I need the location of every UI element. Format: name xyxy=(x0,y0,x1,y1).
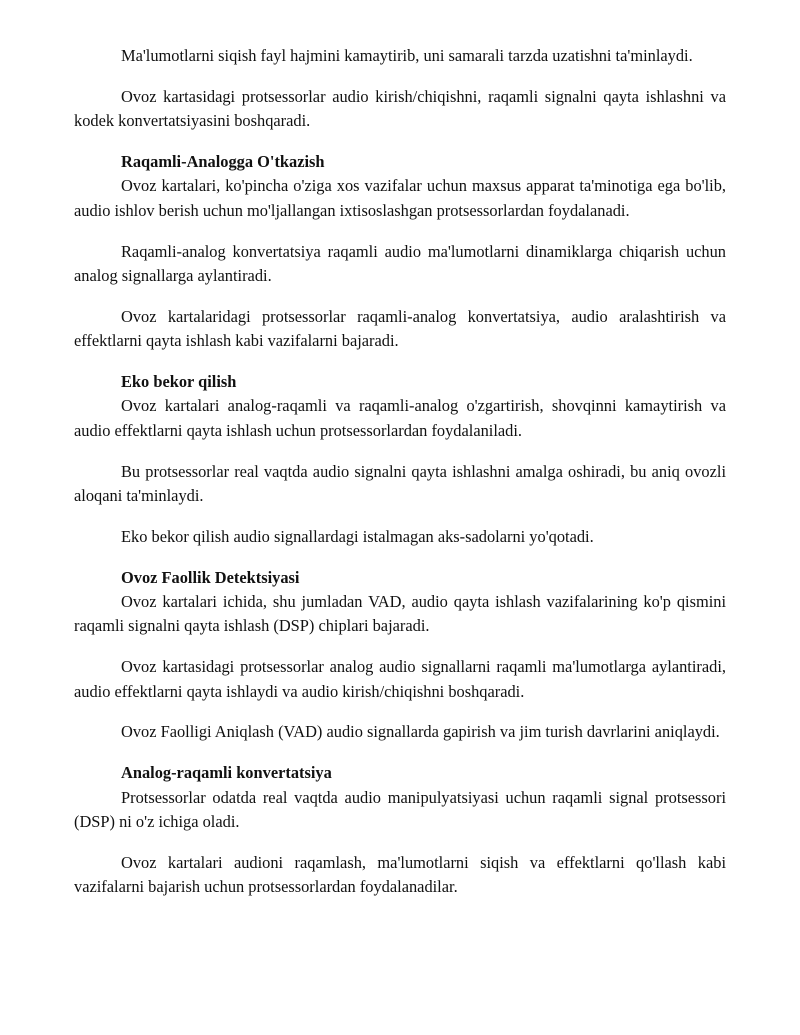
section-heading: Raqamli-Analogga O'tkazish xyxy=(121,152,325,171)
paragraph: Ovoz kartalari ichida, shu jumladan VAD, audio qayta ishlash vazifalarining ko'p qismini raqamli signalni qayta ishlash (DSP) chiplari bajaradi. xyxy=(74,592,726,636)
paragraph: Ovoz kartasidagi protsessorlar audio kirish/chiqishni, raqamli signalni qayta ishlashni va kodek konvertatsiyasini boshqaradi. xyxy=(74,86,726,131)
paragraph: Protsessorlar odatda real vaqtda audio manipulyatsiyasi uchun raqamli signal protsessori (DSP) ni o'z ichiga oladi. xyxy=(74,787,726,832)
paragraph: Raqamli-analog konvertatsiya raqamli audio ma'lumotlarni dinamiklarga chiqarish uchun analog signallarga aylantiradi. xyxy=(74,241,726,286)
paragraph: Ma'lumotlarni siqish fayl hajmini kamaytirib, uni samarali tarzda uzatishni ta'minlaydi. xyxy=(121,46,693,65)
paragraph: Ovoz kartalaridagi protsessorlar raqamli-analog konvertatsiya, audio aralashtirish va effektlarni qayta ishlash kabi vazifalarni bajaradi. xyxy=(74,306,726,351)
paragraph: Ovoz kartalari, ko'pincha o'ziga xos vazifalar uchun maxsus apparat ta'minotiga ega bo'lib, audio ishlov berish uchun mo'ljallangan ixtisoslashgan protsessorlardan foydalanadi. xyxy=(74,176,726,220)
paragraph: Eko bekor qilish audio signallardagi istalmagan aks-sadolarni yo'qotadi. xyxy=(121,526,594,546)
document-body xyxy=(74,44,726,900)
section-heading: Analog-raqamli konvertatsiya xyxy=(121,763,332,783)
section-heading: Ovoz Faollik Detektsiyasi xyxy=(121,567,300,587)
paragraph: Ovoz kartalari audioni raqamlash, ma'lumotlarni siqish va effektlarni qo'llash kabi vazifalarni bajarish uchun protsessorlardan foydalanadilar. xyxy=(74,852,726,897)
paragraph: Ovoz Faolligi Aniqlash (VAD) audio signallarda gapirish va jim turish davrlarini aniqlaydi. xyxy=(121,722,720,742)
paragraph: Ovoz kartasidagi protsessorlar analog audio signallarni raqamli ma'lumotlarga aylantiradi, audio effektlarni qayta ishlaydi va audio kirish/chiqishni boshqaradi. xyxy=(74,657,726,701)
paragraph: Ovoz kartalari analog-raqamli va raqamli-analog o'zgartirish, shovqinni kamaytirish va audio effektlarni qayta ishlash uchun protsessorlardan foydalaniladi. xyxy=(74,396,726,440)
section-heading: Eko bekor qilish xyxy=(121,372,237,392)
paragraph: Bu protsessorlar real vaqtda audio signalni qayta ishlashni amalga oshiradi, bu aniq ovozli aloqani ta'minlaydi. xyxy=(74,461,726,506)
